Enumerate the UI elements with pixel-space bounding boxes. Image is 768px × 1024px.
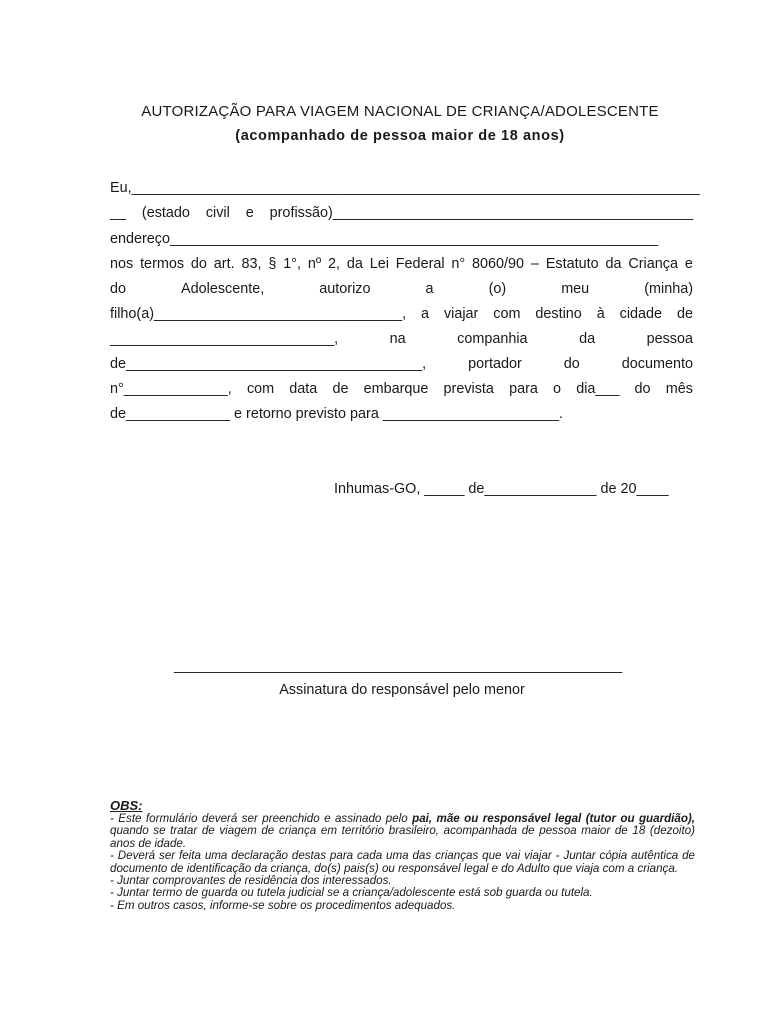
body-word: __ — [110, 205, 127, 221]
body-word: da — [605, 256, 622, 272]
body-word: com — [246, 381, 275, 397]
body-line-5 — [110, 280, 693, 298]
body-word: 83, — [241, 256, 262, 272]
body-word: (minha) — [644, 281, 693, 297]
body-word: portador — [468, 356, 522, 372]
body-word: 8060/90 — [472, 256, 525, 272]
body-line-2 — [110, 204, 693, 222]
body-word: 2, — [327, 256, 340, 272]
body-word: do — [190, 256, 207, 272]
body-word: embarque — [363, 381, 429, 397]
obs-item-1-text-a: - Este formulário deverá ser preenchido e assinado pelo — [110, 812, 413, 825]
body-word: filho(a)_______________________________, — [110, 306, 407, 322]
body-word: 1°, — [283, 256, 301, 272]
body-word: pessoa — [646, 331, 693, 347]
document-title: AUTORIZAÇÃO PARA VIAGEM NACIONAL DE CRIANÇA/ADOLESCENTE — [141, 103, 659, 120]
body-line-4 — [110, 255, 693, 273]
body-word: meu — [561, 281, 590, 297]
body-word: destino — [535, 306, 582, 322]
body-word: Federal — [395, 256, 445, 272]
body-word: documento — [621, 356, 693, 372]
body-word: dia___ — [576, 381, 620, 397]
body-line-8 — [110, 355, 693, 373]
obs-item-4: - Juntar termo de guarda ou tutela judicial se a criança/adolescente está sob guarda ou tutela. — [110, 886, 593, 900]
body-line-7 — [110, 330, 693, 348]
body-word: da — [346, 256, 363, 272]
body-word: viajar — [443, 306, 479, 322]
body-word: do — [563, 356, 580, 372]
body-word: da — [579, 331, 596, 347]
body-word: Criança — [628, 256, 678, 272]
body-line-3: endereço_____________________________________________________________ — [110, 231, 659, 247]
obs-item-1-text-c: quando se tratar de viagem de criança em território brasileiro, acompanhada de pessoa maior de 18 (dezoito) anos de idade. — [110, 824, 695, 850]
body-word: de — [676, 306, 693, 322]
obs-item-2: - Deverá ser feita uma declaração destas para cada uma das crianças que vai viajar - Juntar cópia autêntica de documento de identificação da criança, do(s) pais(s) ou responsável legal e do Adulto que viaja com a criança. — [110, 849, 695, 875]
body-word: n°_____________, — [110, 381, 232, 397]
body-word: do — [110, 281, 127, 297]
body-word: § — [268, 256, 277, 272]
body-word: e — [245, 205, 254, 221]
body-word: ____________________________, — [110, 331, 339, 347]
body-word: nos — [110, 256, 134, 272]
body-word: na — [389, 331, 406, 347]
body-word: à — [596, 306, 605, 322]
obs-title: OBS: — [110, 798, 143, 813]
body-word: art. — [213, 256, 235, 272]
body-word: a — [421, 306, 430, 322]
body-line-6 — [110, 305, 693, 323]
body-word: de — [332, 381, 349, 397]
body-word: para — [509, 381, 538, 397]
body-word: cidade — [619, 306, 663, 322]
observations-block — [110, 798, 695, 912]
body-word: – — [530, 256, 539, 272]
body-word: do — [634, 381, 651, 397]
body-word: autorizo — [319, 281, 371, 297]
body-word: Estatuto — [545, 256, 599, 272]
body-word: termos — [140, 256, 185, 272]
body-line-9 — [110, 380, 693, 398]
body-word: (estado — [141, 205, 190, 221]
body-word: civil — [205, 205, 230, 221]
body-word: n° — [451, 256, 466, 272]
body-word: companhia — [457, 331, 528, 347]
body-word: Adolescente, — [181, 281, 265, 297]
body-word: prevista — [443, 381, 494, 397]
body-word: (o) — [488, 281, 507, 297]
obs-item-5: - Em outros casos, informe-se sobre os procedimentos adequados. — [110, 898, 456, 912]
signature-label: Assinatura do responsável pelo menor — [279, 682, 525, 698]
signature-line: ________________________________________________________ — [174, 658, 623, 674]
body-line-1: Eu,_______________________________________________________________________ — [110, 180, 700, 196]
body-word: nº — [307, 256, 322, 272]
body-word: data — [289, 381, 318, 397]
place-date-line: Inhumas-GO, _____ de______________ de 20____ — [334, 481, 669, 497]
body-word: com — [493, 306, 521, 322]
body-word: profissão)_____________________________________________ — [269, 205, 693, 221]
obs-item-1 — [110, 813, 695, 850]
body-word: o — [553, 381, 562, 397]
obs-item-3: - Juntar comprovantes de residência dos interessados. — [110, 874, 392, 888]
body-word: mês — [665, 381, 693, 397]
body-word: e — [684, 256, 693, 272]
body-word: Lei — [369, 256, 389, 272]
document-subtitle: (acompanhado de pessoa maior de 18 anos) — [235, 128, 565, 144]
body-line-10: de_____________ e retorno previsto para ______________________. — [110, 406, 563, 422]
obs-item-1-bold: pai, mãe ou responsável legal (tutor ou guardião), — [412, 812, 696, 825]
body-word: a — [425, 281, 434, 297]
body-word: de_____________________________________, — [110, 356, 427, 372]
